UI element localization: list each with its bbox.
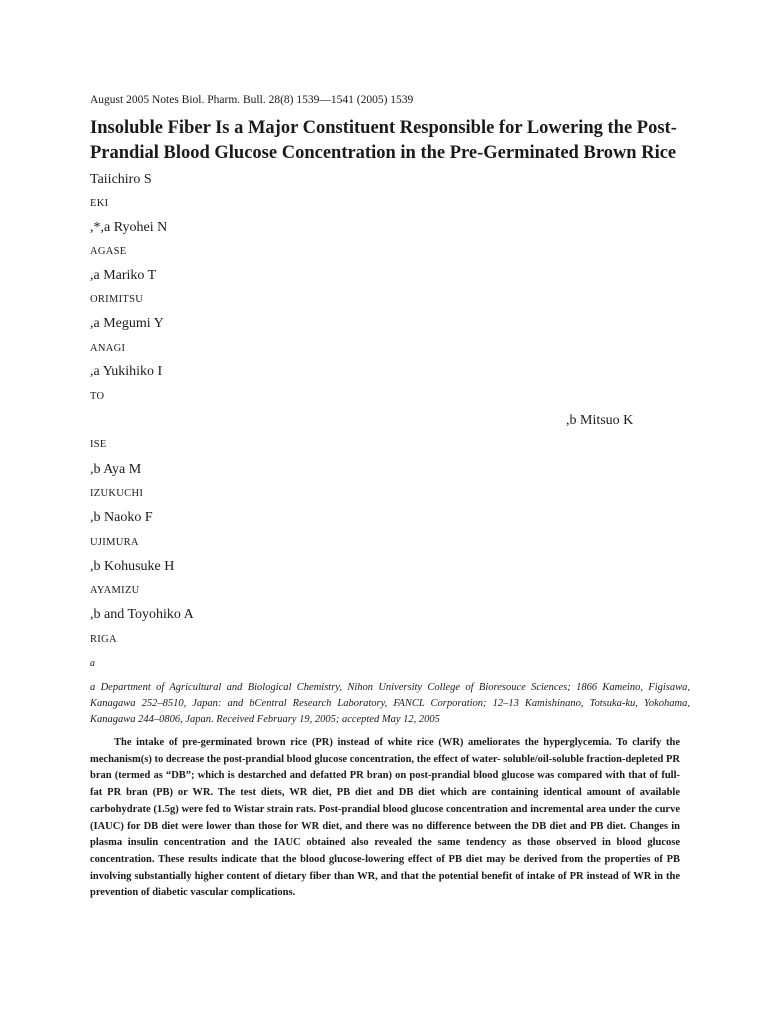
author-name: ,a Yukihiko I bbox=[90, 364, 163, 379]
author-smallcaps: ANAGI bbox=[90, 343, 126, 354]
author-smallcaps: AYAMIZU bbox=[90, 585, 140, 596]
affiliation-mark: a bbox=[90, 658, 95, 669]
author-name: ,b Aya M bbox=[90, 462, 142, 477]
author-smallcaps: ISE bbox=[90, 439, 107, 450]
author-name: ,a Mariko T bbox=[90, 268, 157, 283]
author-smallcaps: AGASE bbox=[90, 246, 127, 257]
author-smallcaps: RIGA bbox=[90, 634, 117, 645]
author-smallcaps: ORIMITSU bbox=[90, 294, 144, 305]
abstract-text: The intake of pre-germinated brown rice (PR) instead of white rice (WR) ameliorates the hyperglycemia. To clarify the mechanism(s) to decrease the post-prandial blood glucose concentration, the effect of water- soluble/oil-soluble fraction-depleted PR bran (termed as “DB”; which is destarched and defatted PR bran) on post-prandial blood glucose was compared with that of full-fat PR bran (PB) or WR. The test diets, WR diet, PB diet and DB diet which are containing identical amount of available carbohydrate (1.5g) were fed to Wistar strain rats. Post-prandial blood glucose concentration and incremental area under the curve (IAUC) for DB diet were lower than those for WR diet, and there was no difference between the DB diet and PB diet. Changes in plasma insulin concentration and the IAUC obtained also revealed the same tendency as those observed in blood glucose concentration. These results indicate that the blood glucose-lowering effect of PB diet may be derived from the properties of PB involving substantially higher content of dietary fiber than WR, and that the potential benefit of intake of PR instead of WR in the prevention of diabetic vascular complications. bbox=[90, 737, 680, 899]
author-smallcaps: UJIMURA bbox=[90, 537, 139, 548]
title-line-2: Prandial Blood Glucose Concentration in the Pre-Germinated Brown Rice bbox=[90, 143, 677, 163]
title-line-1: Insoluble Fiber Is a Major Constituent Responsible for Lowering the Post- bbox=[90, 118, 677, 138]
journal-header: August 2005 Notes Biol. Pharm. Bull. 28(8) 1539—1541 (2005) 1539 bbox=[90, 94, 414, 106]
author-smallcaps: IZUKUCHI bbox=[90, 488, 144, 499]
author-name: ,b Kohusuke H bbox=[90, 559, 175, 574]
author-smallcaps: EKI bbox=[90, 198, 109, 209]
author-name: ,b Naoko F bbox=[90, 510, 153, 525]
author-name: ,b and Toyohiko A bbox=[90, 607, 194, 622]
paper-title bbox=[90, 116, 690, 166]
author-smallcaps: TO bbox=[90, 391, 105, 402]
author-name: ,*,a Ryohei N bbox=[90, 220, 168, 235]
author-name: Taiichiro S bbox=[90, 172, 152, 187]
author-name: ,b Mitsuo K bbox=[566, 413, 634, 428]
author-name: ,a Megumi Y bbox=[90, 316, 164, 331]
affiliation-text: a Department of Agricultural and Biological Chemistry, Nihon University College of Bioresouce Sciences; 1866 Kameino, Figisawa, Kanagawa 252–8510, Japan: and bCentral Research Laboratory, FANCL Corporation; 12–13 Kamishinano, Totsuka-ku, Yokohama, Kanagawa 244–0806, Japan. Received February 19, 2005; accepted May 12, 2005 bbox=[90, 682, 690, 725]
